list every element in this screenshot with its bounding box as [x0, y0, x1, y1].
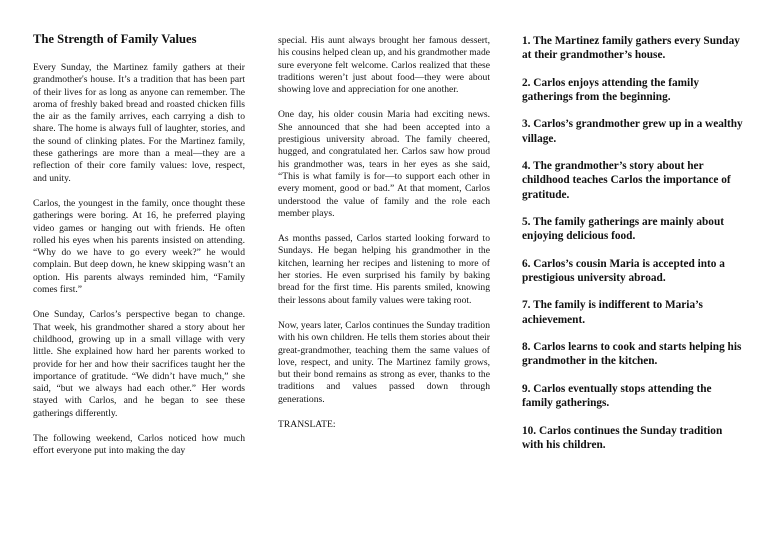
statements-column [522, 34, 744, 465]
statement-item: 4. The grandmother’s story about her childhood teaches Carlos the importance of gratitude. [522, 160, 731, 201]
statement-item: 5. The family gatherings are mainly about enjoying delicious food. [522, 216, 724, 243]
statement-item: 6. Carlos’s cousin Maria is accepted into a prestigious university abroad. [522, 257, 725, 284]
statement-item: 8. Carlos learns to cook and starts helping his grandmother in the kitchen. [522, 341, 742, 368]
story-paragraph: Carlos, the youngest in the family, once thought these gatherings were boring. At 16, he preferred playing video games or hanging out with friends. He often rolled his eyes when his parents insisted on attending. “Why do we have to go every week?” he would complain. But deep down, he knew skipping wasn’t an option. His parents always reminded him, “Family comes first.” [33, 197, 245, 296]
story-paragraph: One Sunday, Carlos’s perspective began to change. That week, his grandmother shared a story about her childhood, growing up in a small village with very little. She explained how hard her parents worked to provide for her and how their sacrifices taught her the importance of gratitude. “We didn’t have much,” she said, “but we always had each other.” Her words stayed with Carlos, and he began to see these gatherings differently. [33, 309, 245, 419]
statement-item: 2. Carlos enjoys attending the family gatherings from the beginning. [522, 76, 699, 103]
translate-label: TRANSLATE: [278, 419, 336, 431]
statement-item: 9. Carlos eventually stops attending the family gatherings. [522, 382, 712, 410]
story-paragraph: The following weekend, Carlos noticed how much effort everyone put into making the day [33, 433, 245, 457]
story-paragraph: Now, years later, Carlos continues the Sunday tradition with his own children. He tells them stories about their great-grandmother, teaching them the same values of love, respect, and unity. The Martinez family grows, but their bond remains as strong as ever, thanks to the traditions and values passed down through generations. [278, 319, 490, 405]
story-column-2 [278, 35, 490, 431]
story-paragraph: As months passed, Carlos started looking forward to Sundays. He began helping his grandmother in the kitchen, learning her recipes and listening to more of her stories. He even surprised his family by baking bread for the first time. His parents smiled, knowing their lessons about family values were taking root. [278, 233, 490, 306]
statement-item: 1. The Martinez family gathers every Sunday at their grandmother’s house. [522, 35, 740, 62]
statement-item: 3. Carlos’s grandmother grew up in a wealthy village. [522, 118, 743, 145]
story-column-1 [33, 32, 245, 471]
story-paragraph: Every Sunday, the Martinez family gathers at their grandmother's house. It’s a tradition that has been part of their lives for as long as anyone can remember. The aroma of freshly baked bread and roasted chicken fills the air as the family arrives, each carrying a dish to share. The home is always full of laughter, stories, and the sound of clinking plates. For the Martinez family, these gatherings are more than a meal—they are a reflection of their core family values: love, respect, and unity. [33, 62, 245, 184]
statement-item: 10. Carlos continues the Sunday tradition with his children. [522, 424, 723, 451]
story-paragraph: One day, his older cousin Maria had exciting news. She announced that she had been accepted into a prestigious university abroad. The family cheered, hugged, and congratulated her. Carlos saw how proud his grandmother was, tears in her eyes as she said, “This is what family is for—to support each other in every moment, good or bad.” At that moment, Carlos understood the value of family and the role each member plays. [278, 109, 490, 219]
story-title: The Strength of Family Values [33, 32, 197, 46]
statement-item: 7. The family is indifferent to Maria’s achievement. [522, 299, 703, 326]
story-paragraph: special. His aunt always brought her famous dessert, his cousins helped clean up, and his grandmother made sure everyone felt welcome. Carlos realized that these traditions weren’t just about food—they were about showing love and appreciation for one another. [278, 35, 490, 96]
